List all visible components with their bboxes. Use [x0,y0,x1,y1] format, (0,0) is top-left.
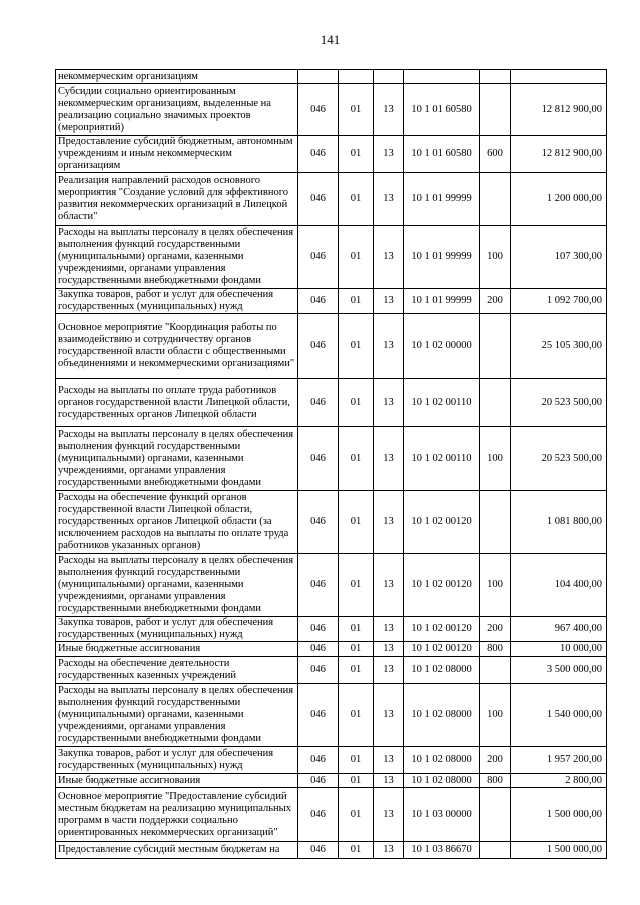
target-article-code: 10 1 01 60580 [404,84,480,136]
row-description: Расходы на обеспечение функций органов государственной власти Липецкой области, государственных органов Липецкой области (за исключением расходов на выплаты по оплате труда работников указанных органов) [56,491,298,554]
section-code: 01 [339,642,374,657]
subsection-code: 13 [374,684,404,747]
section-code: 01 [339,684,374,747]
ministry-code: 046 [298,84,339,136]
section-code: 01 [339,842,374,859]
expense-type-code: 600 [480,136,511,173]
subsection-code: 13 [374,642,404,657]
expense-type-code [480,70,511,84]
amount: 12 812 900,00 [511,136,607,173]
expense-type-code [480,491,511,554]
section-code: 01 [339,427,374,491]
expense-type-code [480,657,511,684]
ministry-code: 046 [298,173,339,226]
amount: 25 105 300,00 [511,314,607,379]
subsection-code: 13 [374,747,404,774]
expense-type-code: 200 [480,289,511,314]
table-row [56,491,607,554]
expense-type-code [480,314,511,379]
expense-type-code: 200 [480,617,511,642]
amount: 1 957 200,00 [511,747,607,774]
section-code: 01 [339,788,374,842]
target-article-code: 10 1 02 00110 [404,379,480,427]
amount: 12 812 900,00 [511,84,607,136]
table-row [56,84,607,136]
section-code: 01 [339,774,374,788]
ministry-code: 046 [298,617,339,642]
subsection-code [374,70,404,84]
row-description: Основное мероприятие "Координация работы по взаимодействию и сотрудничеству органов государственной власти области с общественными объединениями и некоммерческими организациями" [56,314,298,379]
target-article-code: 10 1 02 00120 [404,554,480,617]
section-code: 01 [339,173,374,226]
expense-type-code [480,788,511,842]
target-article-code: 10 1 01 99999 [404,226,480,289]
subsection-code: 13 [374,173,404,226]
ministry-code: 046 [298,314,339,379]
subsection-code: 13 [374,84,404,136]
amount: 1 081 800,00 [511,491,607,554]
section-code: 01 [339,747,374,774]
amount: 1 500 000,00 [511,842,607,859]
subsection-code: 13 [374,617,404,642]
subsection-code: 13 [374,226,404,289]
section-code [339,70,374,84]
row-description: Расходы на выплаты персоналу в целях обеспечения выполнения функций государственными (муниципальными) органами, казенными учреждениями, органами управления государственными внебюджетными фондами [56,427,298,491]
budget-table [55,69,607,859]
row-description: Субсидии социально ориентированным некоммерческим организациям, выделенные на реализацию социально значимых проектов (мероприятий) [56,84,298,136]
table-row [56,427,607,491]
target-article-code: 10 1 02 08000 [404,684,480,747]
ministry-code: 046 [298,554,339,617]
ministry-code: 046 [298,289,339,314]
row-description: Иные бюджетные ассигнования [56,774,298,788]
amount: 2 800,00 [511,774,607,788]
section-code: 01 [339,84,374,136]
table-row [56,554,607,617]
amount: 20 523 500,00 [511,379,607,427]
subsection-code: 13 [374,554,404,617]
subsection-code: 13 [374,289,404,314]
row-description: Закупка товаров, работ и услуг для обеспечения государственных (муниципальных) нужд [56,617,298,642]
table-row [56,684,607,747]
row-description: Основное мероприятие "Предоставление субсидий местным бюджетам на реализацию муниципальных программ в части поддержки социально ориентированных некоммерческих организаций" [56,788,298,842]
table-row [56,747,607,774]
target-article-code: 10 1 03 00000 [404,788,480,842]
expense-type-code: 100 [480,427,511,491]
target-article-code [404,70,480,84]
subsection-code: 13 [374,657,404,684]
ministry-code: 046 [298,642,339,657]
table-row [56,226,607,289]
section-code: 01 [339,657,374,684]
subsection-code: 13 [374,842,404,859]
amount: 1 092 700,00 [511,289,607,314]
amount: 10 000,00 [511,642,607,657]
target-article-code: 10 1 02 00120 [404,642,480,657]
table-row [56,136,607,173]
ministry-code: 046 [298,842,339,859]
expense-type-code: 100 [480,226,511,289]
row-description: Закупка товаров, работ и услуг для обеспечения государственных (муниципальных) нужд [56,289,298,314]
target-article-code: 10 1 02 08000 [404,747,480,774]
subsection-code: 13 [374,314,404,379]
section-code: 01 [339,554,374,617]
ministry-code: 046 [298,657,339,684]
target-article-code: 10 1 01 99999 [404,289,480,314]
target-article-code: 10 1 01 99999 [404,173,480,226]
amount: 20 523 500,00 [511,427,607,491]
row-description: Иные бюджетные ассигнования [56,642,298,657]
section-code: 01 [339,379,374,427]
amount: 107 300,00 [511,226,607,289]
section-code: 01 [339,491,374,554]
amount: 104 400,00 [511,554,607,617]
row-description: Расходы на выплаты по оплате труда работников органов государственной власти Липецкой области, государственных органов Липецкой области [56,379,298,427]
expense-type-code [480,379,511,427]
amount: 1 200 000,00 [511,173,607,226]
target-article-code: 10 1 01 60580 [404,136,480,173]
table-row [56,788,607,842]
subsection-code: 13 [374,379,404,427]
expense-type-code: 100 [480,684,511,747]
subsection-code: 13 [374,491,404,554]
subsection-code: 13 [374,774,404,788]
table-row [56,70,607,84]
expense-type-code: 100 [480,554,511,617]
table-row [56,314,607,379]
section-code: 01 [339,136,374,173]
expense-type-code [480,84,511,136]
target-article-code: 10 1 02 00000 [404,314,480,379]
row-description: Расходы на выплаты персоналу в целях обеспечения выполнения функций государственными (муниципальными) органами, казенными учреждениями, органами управления государственными внебюджетными фондами [56,684,298,747]
amount [511,70,607,84]
ministry-code: 046 [298,747,339,774]
target-article-code: 10 1 02 08000 [404,774,480,788]
table-row [56,617,607,642]
amount: 967 400,00 [511,617,607,642]
row-description: Расходы на обеспечение деятельности государственных казенных учреждений [56,657,298,684]
expense-type-code: 200 [480,747,511,774]
row-description: Предоставление субсидий местным бюджетам на [56,842,298,859]
target-article-code: 10 1 02 00120 [404,617,480,642]
ministry-code: 046 [298,774,339,788]
row-description: некоммерческим организациям [56,70,298,84]
table-row [56,842,607,859]
amount: 3 500 000,00 [511,657,607,684]
row-description: Закупка товаров, работ и услуг для обеспечения государственных (муниципальных) нужд [56,747,298,774]
amount: 1 540 000,00 [511,684,607,747]
table-row [56,657,607,684]
section-code: 01 [339,314,374,379]
expense-type-code: 800 [480,642,511,657]
section-code: 01 [339,617,374,642]
row-description: Расходы на выплаты персоналу в целях обеспечения выполнения функций государственными (муниципальными) органами, казенными учреждениями, органами управления государственными внебюджетными фондами [56,226,298,289]
amount: 1 500 000,00 [511,788,607,842]
table-row [56,379,607,427]
expense-type-code [480,173,511,226]
table-row [56,642,607,657]
section-code: 01 [339,226,374,289]
row-description: Предоставление субсидий бюджетным, автономным учреждениям и иным некоммерческим организациям [56,136,298,173]
ministry-code [298,70,339,84]
table-row [56,289,607,314]
expense-type-code: 800 [480,774,511,788]
subsection-code: 13 [374,427,404,491]
table-row [56,173,607,226]
target-article-code: 10 1 03 86670 [404,842,480,859]
ministry-code: 046 [298,788,339,842]
expense-type-code [480,842,511,859]
ministry-code: 046 [298,226,339,289]
page-number: 141 [320,32,341,47]
row-description: Реализация направлений расходов основного мероприятия "Создание условий для эффективного развития некоммерческих организаций в Липецкой области" [56,173,298,226]
ministry-code: 046 [298,491,339,554]
subsection-code: 13 [374,136,404,173]
ministry-code: 046 [298,136,339,173]
ministry-code: 046 [298,379,339,427]
ministry-code: 046 [298,684,339,747]
ministry-code: 046 [298,427,339,491]
table-row [56,774,607,788]
target-article-code: 10 1 02 00110 [404,427,480,491]
row-description: Расходы на выплаты персоналу в целях обеспечения выполнения функций государственными (муниципальными) органами, казенными учреждениями, органами управления государственными внебюджетными фондами [56,554,298,617]
target-article-code: 10 1 02 00120 [404,491,480,554]
target-article-code: 10 1 02 08000 [404,657,480,684]
subsection-code: 13 [374,788,404,842]
budget-table-body [56,70,607,859]
section-code: 01 [339,289,374,314]
